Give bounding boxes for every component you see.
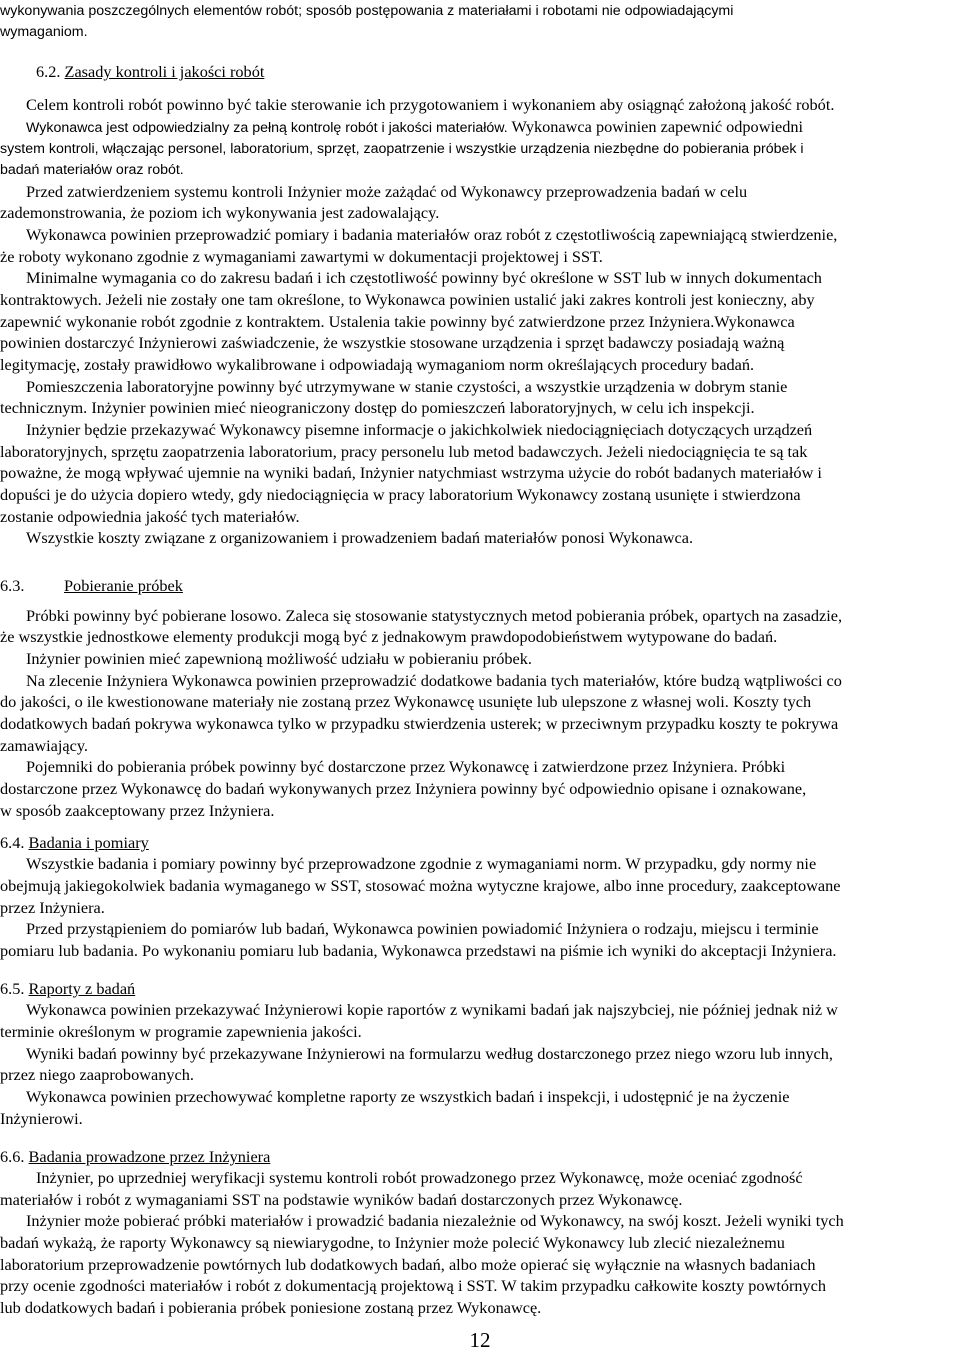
line-text: przez Inżyniera. [0,898,105,917]
line-text: zapewnić wykonanie robót zgodnie z kontraktem. Ustalenia takie powinny być zatwierdzone przez Inżyniera.Wykonawca [0,312,795,331]
text-line [0,713,838,735]
line-text: że roboty wykonano zgodnie z wymaganiami zawartymi w dokumentacji projektowej i SST. [0,247,603,266]
section-title: Zasady kontroli i jakości robót [64,62,265,81]
page-number: 12 [469,1328,491,1352]
text-line [0,484,801,506]
line-text: zostanie odpowiednia jakość tych materiałów. [0,507,300,526]
line-text: technicznym. Inżynier powinien mieć nieograniczony dostęp do pomieszczeń laboratoryjnych, w celu ich inspekcji. [0,398,755,417]
line-text: przez niego zaaprobowanych. [0,1065,194,1084]
text-line [0,311,795,333]
line-text: terminie określonym w programie zapewnienia jakości. [0,1022,362,1041]
section-number: 6.3. [0,576,25,595]
line-text: materiałów i robót z wymaganiami SST na podstawie wyników badań dostarczonych przez Wykonawcę. [0,1190,683,1209]
section-number: 6.2. [36,62,65,81]
text-line [0,1064,194,1086]
line-text: wykonywania poszczególnych elementów robót; sposób postępowania z materiałami i robotami nie odpowiadającymi [0,3,734,19]
line-text: Wszystkie koszty związane z organizowaniem i prowadzeniem badań materiałów ponosi Wykonawca. [26,528,694,547]
text-line [26,419,812,441]
line-text: powinien dostarczyć Inżynierowi zaświadczenie, że wszystkie stosowane urządzenia i sprzęt badawczy posiadają ważną [0,333,785,352]
line-text: Inżynier, po uprzedniej weryfikacji systemu kontroli robót prowadzonego przez Wykonawcę, może oceniać zgodność [36,1168,803,1187]
text-line [26,648,532,670]
text-line [26,267,822,289]
text-line [0,21,88,43]
line-text: dostarczone przez Wykonawcę do badań wykonywanych przez Inżyniera powinny być odpowiednio opisane i oznakowane, [0,779,807,798]
line-text: system kontroli, włączając personel, laboratorium, sprzęt, zaopatrzenie i wszystkie urządzenia niezbędne do pobierania próbek i [0,141,804,157]
line-text: że wszystkie jednostkowe elementy produkcji mogą być z jednakowym prawdopodobieństwem wytypowane do badań. [0,627,778,646]
text-line [0,1254,816,1276]
text-line [26,999,838,1021]
text-line [26,94,834,116]
line-text: Wyniki badań powinny być przekazywane Inżynierowi na formularzu według dostarczonego przez niego wzoru lub innych, [26,1044,833,1063]
line-text: przy ocenie zgodności materiałów i robót z dokumentacją projektową i SST. W takim przypadku całkowite koszty powtórnych [0,1276,827,1295]
line-text: wymaganiom. [0,24,88,40]
section-heading [36,61,264,83]
text-line [0,354,754,376]
text-line [26,1043,833,1065]
text-line [0,462,822,484]
line-text: dopuści je do użycia dopiero wtedy, gdy niedociągnięcia w pracy laboratorium Wykonawcy zostaną usunięte i stwierdzona [0,485,801,504]
text-line [0,940,837,962]
text-line [26,1210,844,1232]
line-text-continuation: Wykonawca powinien zapewnić odpowiedni [507,117,804,136]
line-text: legitymację, zostały prawidłowo wykalibrowane i odpowiadają wymaganiom norm określających procedury badań. [0,355,755,374]
line-text: Inżynierowi. [0,1109,83,1128]
text-line [0,778,806,800]
text-line [0,897,105,919]
section-heading [0,575,183,597]
line-text: poważne, że mogą wpływać ujemnie na wyniki badań, Inżynier natychmiast wstrzyma użycie do robót badanych materiałów i [0,463,822,482]
line-text: laboratoryjnych, sprzętu zaopatrzenia laboratorium, pracy personelu lub metod badawczych. Jeżeli niedociągnięcia te są tak [0,442,808,461]
text-line [0,441,807,463]
text-line [26,527,693,549]
text-line [0,289,815,311]
line-text: Wykonawca jest odpowiedzialny za pełną kontrolę robót i jakości materiałów. [26,120,508,136]
text-line [0,1232,785,1254]
line-text: Na zlecenie Inżyniera Wykonawca powinien przeprowadzić dodatkowe badania tych materiałów, które budzą wątpliwości co [26,671,842,690]
text-line [26,376,787,398]
text-line [0,1297,541,1319]
text-line [0,397,755,419]
section-number: 6.5. [0,979,29,998]
line-text: Przed przystąpieniem do pomiarów lub badań, Wykonawca powinien powiadomić Inżyniera o rodzaju, miejscu i terminie [26,919,819,938]
line-text: Wykonawca powinien przeprowadzić pomiary i badania materiałów oraz robót z częstotliwością zapewniającą stwierdzenie, [26,225,838,244]
section-number: 6.4. [0,833,29,852]
line-text: Pomieszczenia laboratoryjne powinny być utrzymywane w stanie czystości, a wszystkie urządzenia w dobrym stanie [26,377,788,396]
section-number: 6.6. [0,1147,29,1166]
section-title: Badania prowadzone przez Inżyniera [28,1147,271,1166]
line-text: zademonstrowania, że poziom ich wykonywania jest zadowalający. [0,203,440,222]
text-line [0,875,840,897]
text-line [0,1021,362,1043]
text-line [26,181,747,203]
text-line [0,506,300,528]
text-line [26,756,785,778]
line-text: Inżynier będzie przekazywać Wykonawcy pisemne informacje o jakichkolwiek niedociągnięciach dotyczących urządzeń [26,420,813,439]
line-text: Minimalne wymagania co do zakresu badań i ich częstotliwość powinny być określone w SST lub w innych dokumentach [26,268,822,287]
line-text: zamawiający. [0,736,88,755]
text-line [36,1167,803,1189]
line-text: badań materiałów oraz robót. [0,162,184,178]
text-line [0,332,784,354]
text-line [26,224,837,246]
line-text: obejmują jakiegokolwiek badania wymaganego w SST, stosować można wytyczne krajowe, albo inne procedury, zaakceptowane [0,876,841,895]
line-text: kontraktowych. Jeżeli nie zostały one tam określone, to Wykonawca powinien ustalić jaki zakres kontroli jest konieczny, aby [0,290,815,309]
section-heading [0,832,149,854]
text-line [26,853,816,875]
line-text: Inżynier powinien mieć zapewnioną możliwość udziału w pobieraniu próbek. [26,649,532,668]
line-text: Wszystkie badania i pomiary powinny być przeprowadzone zgodnie z wymaganiami norm. W przypadku, gdy normy nie [26,854,817,873]
line-text: Przed zatwierdzeniem systemu kontroli Inżynier może zażądać od Wykonawcy przeprowadzenia badań w celu [26,182,748,201]
line-text: pomiaru lub badania. Po wykonaniu pomiaru lub badania, Wykonawca przedstawi na piśmie ich wyniki do akceptacji Inżyniera. [0,941,837,960]
section-heading [0,1146,270,1168]
line-text: lub dodatkowych badań i pobierania próbek poniesione zostaną przez Wykonawcę. [0,1298,542,1317]
section-title: Raporty z badań [28,979,136,998]
line-text: Wykonawca powinien przechowywać kompletne raporty ze wszystkich badań i inspekcji, i udostępnić je na życzenie [26,1087,790,1106]
text-line [26,116,803,139]
line-text: w sposób zaakceptowany przez Inżyniera. [0,801,275,820]
text-line [0,1275,826,1297]
text-line [0,0,733,22]
text-line [0,202,439,224]
text-line [26,918,819,940]
line-text: Wykonawca powinien przekazywać Inżynierowi kopie raportów z wynikami badań jak najszybciej, nie później jednak niż w [26,1000,838,1019]
text-line [0,626,777,648]
section-heading [0,978,135,1000]
line-text: Celem kontroli robót powinno być takie sterowanie ich przygotowaniem i wykonaniem aby osiągnąć założoną jakość robót. [26,95,835,114]
line-text: Inżynier może pobierać próbki materiałów i prowadzić badania niezależnie od Wykonawcy, na swój koszt. Jeżeli wyniki tych [26,1211,844,1230]
text-line [0,246,603,268]
text-line [0,159,184,181]
text-line [0,691,811,713]
text-line [26,1086,790,1108]
text-line [0,735,88,757]
section-title: Badania i pomiary [28,833,149,852]
text-line [0,1189,682,1211]
text-line [26,670,842,692]
text-line [0,138,804,160]
text-line [0,800,274,822]
line-text: do jakości, o ile kwestionowane materiały nie zostaną przez Wykonawcę usunięte lub ulepszone z własnej woli. Koszty tych [0,692,812,711]
text-line [0,1108,83,1130]
section-title: Pobieranie próbek [64,576,183,595]
line-text: Pojemniki do pobierania próbek powinny być dostarczone przez Wykonawcę i zatwierdzone przez Inżyniera. Próbki [26,757,786,776]
text-line [26,605,842,627]
line-text: laboratorium przeprowadzenie powtórnych lub dodatkowych badań, albo może opierać się wyłącznie na własnych badaniach [0,1255,816,1274]
line-text: Próbki powinny być pobierane losowo. Zaleca się stosowanie statystycznych metod pobierania próbek, opartych na zasadzie, [26,606,843,625]
line-text: badań wykażą, że raporty Wykonawcy są niewiarygodne, to Inżynier może polecić Wykonawcy lub zlecić niezależnemu [0,1233,785,1252]
line-text: dodatkowych badań pokrywa wykonawca tylko w przypadku stwierdzenia usterek; w przeciwnym przypadku koszty te pokrywa [0,714,839,733]
